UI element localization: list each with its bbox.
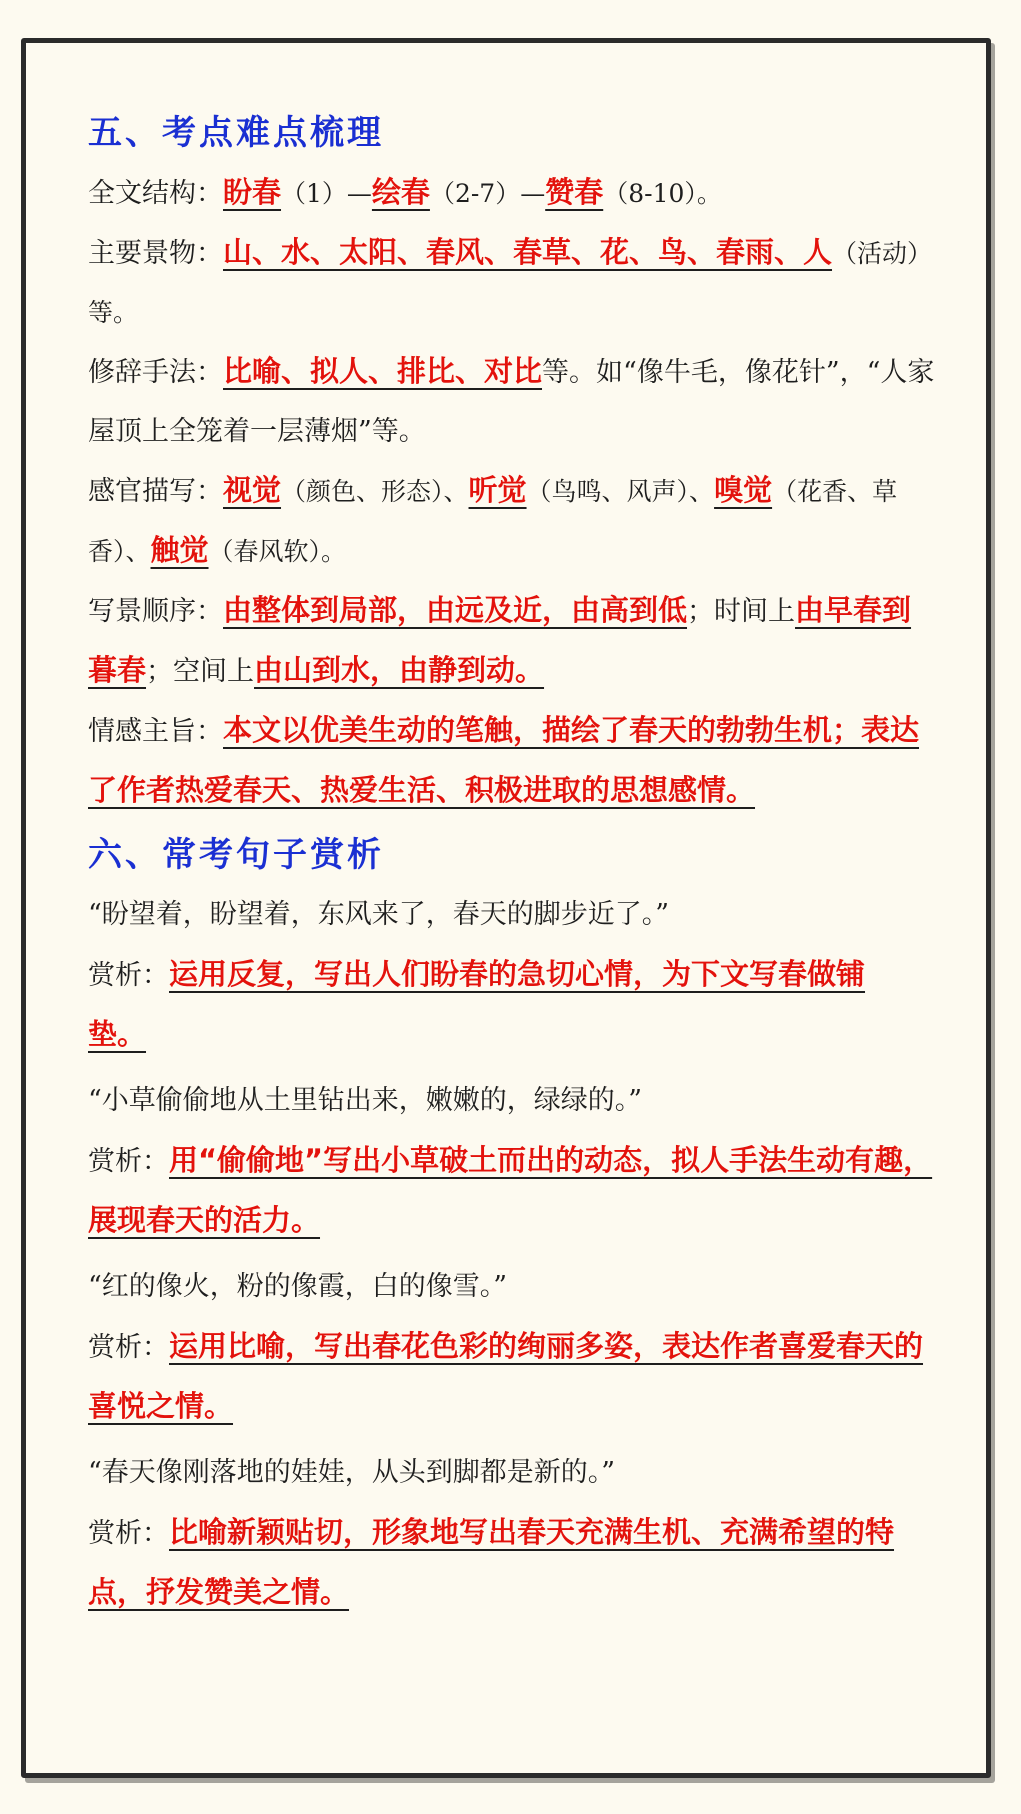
order-time: ；时间上 [687, 596, 796, 627]
theme-keywords: 本文以优美生动的笔触，描绘了春天的勃勃生机；表达了作者热爱春天、热爱生活、积极进取的思想感情。 [88, 713, 920, 807]
content [88, 103, 938, 1623]
order-label: 写景顺序： [88, 596, 223, 627]
keyword-smell: 嗅觉 [714, 473, 773, 507]
page-frame [21, 38, 991, 1778]
touch-detail: （春风软）。 [208, 537, 347, 566]
senses-label: 感官描写： [88, 476, 223, 507]
quote-2: “小草偷偷地从土里钻出来，嫩嫩的，绿绿的。” [88, 1085, 643, 1116]
section-6-heading: 六、常考句子赏析 [88, 835, 384, 875]
keyword-panchun: 盼春 [223, 175, 282, 209]
rhetoric-label: 修辞手法： [88, 357, 223, 388]
order-keywords-2: 由早春到暮春 [88, 593, 912, 687]
hearing-detail: （鸟鸣、风声）、 [526, 477, 715, 506]
scenery-label: 主要景物： [88, 238, 223, 269]
structure-label: 全文结构： [88, 178, 223, 209]
order-keywords-3: 由山到水，由静到动。 [254, 653, 545, 687]
analysis-2 [88, 1131, 938, 1251]
rhetoric-examples: 等。如“像牛毛，像花针”，“人家屋顶上全笼着一层薄烟”等。 [88, 357, 935, 447]
analysis-text: 运用反复，写出人们盼春的急切心情，为下文写春做铺垫。 [88, 957, 866, 1051]
rhetoric-row [88, 342, 938, 461]
structure-range-3: （8-10）。 [603, 179, 722, 208]
quote-4: “春天像刚落地的娃娃，从头到脚都是新的。” [88, 1457, 616, 1488]
keyword-huichun: 绘春 [371, 175, 430, 209]
rhetoric-keywords: 比喻、拟人、排比、对比 [223, 354, 543, 388]
scenery-tail: （活动）等。 [88, 239, 933, 327]
senses-row [88, 461, 938, 581]
analysis-text: 比喻新颖贴切，形象地写出春天充满生机、充满希望的特点，抒发赞美之情。 [88, 1515, 895, 1609]
scenery-row [88, 223, 938, 342]
scenery-keywords: 山、水、太阳、春风、春草、花、鸟、春雨、人 [223, 235, 833, 269]
keyword-zanchun: 赞春 [545, 175, 604, 209]
theme-label: 情感主旨： [88, 716, 223, 747]
analysis-text: 运用比喻，写出春花色彩的绚丽多姿，表达作者喜爱春天的喜悦之情。 [88, 1329, 924, 1423]
analysis-1 [88, 945, 938, 1065]
structure-range-1: （1）— [281, 179, 372, 208]
keyword-hearing: 听觉 [468, 473, 527, 507]
structure-range-2: （2-7）— [429, 179, 546, 208]
order-row [88, 581, 938, 701]
order-space: ；空间上 [146, 656, 255, 687]
keyword-touch: 触觉 [150, 533, 209, 567]
section-5-heading: 五、考点难点梳理 [88, 113, 384, 153]
analysis-label: 赏析： [88, 1518, 169, 1549]
quote-1: “盼望着，盼望着，东风来了，春天的脚步近了。” [88, 899, 670, 930]
analysis-text: 用“偷偷地”写出小草破土而出的动态，拟人手法生动有趣，展现春天的活力。 [88, 1143, 933, 1237]
structure-row [88, 163, 938, 223]
quote-3: “红的像火，粉的像霞，白的像雪。” [88, 1271, 508, 1302]
order-keywords-1: 由整体到局部，由远及近，由高到低 [223, 593, 688, 627]
analysis-label: 赏析： [88, 1332, 169, 1363]
theme-row [88, 701, 938, 821]
analysis-3 [88, 1317, 938, 1437]
analysis-4 [88, 1503, 938, 1623]
smell-detail: （花香、草香）、 [88, 477, 898, 566]
sight-detail: （颜色、形态）、 [281, 477, 469, 506]
analysis-label: 赏析： [88, 960, 169, 991]
keyword-sight: 视觉 [223, 473, 282, 507]
analysis-label: 赏析： [88, 1146, 169, 1177]
